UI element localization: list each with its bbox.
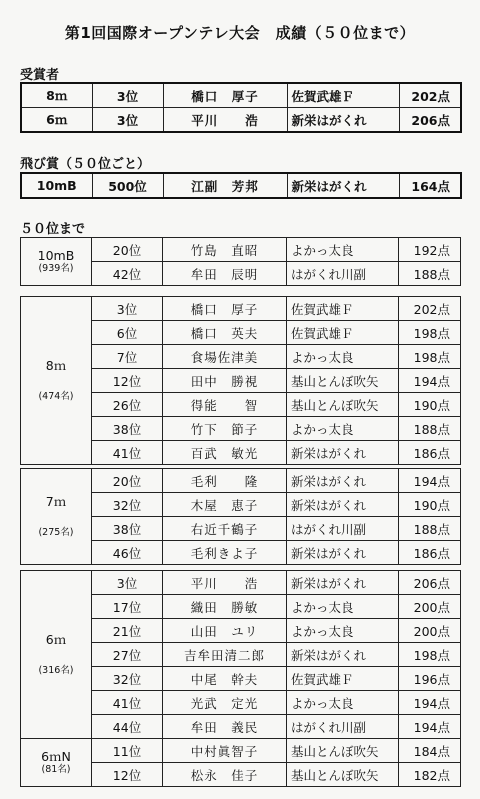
category-cell — [21, 469, 92, 565]
name-cell: 光武 定光 — [163, 691, 287, 715]
name-cell: 田中 勝視 — [163, 369, 287, 393]
tobi-heading: 飛び賞（５０位ごと） — [20, 157, 151, 172]
name-cell: 百武 敏光 — [163, 441, 287, 465]
category-label: 8ｍ — [45, 357, 67, 373]
name-cell: 織田 勝敏 — [163, 595, 287, 619]
category-cell: 6ｍ — [21, 108, 92, 133]
rank-cell: 3位 — [92, 297, 163, 321]
rank-cell: 41位 — [92, 691, 163, 715]
team-cell: はがくれ川副 — [287, 715, 399, 739]
table-row — [21, 297, 461, 321]
team-cell: よかっ太良 — [287, 345, 399, 369]
score-cell: 192点 — [399, 238, 461, 262]
table-row — [21, 238, 461, 262]
team-cell: よかっ太良 — [287, 595, 399, 619]
table-row — [21, 83, 461, 108]
team-cell: 佐賀武雄Ｆ — [287, 297, 399, 321]
score-cell: 188点 — [399, 417, 461, 441]
table-row — [21, 571, 461, 595]
team-cell: 基山とんぼ吹矢 — [287, 739, 399, 763]
name-cell: 吉牟田清二郎 — [163, 643, 287, 667]
score-cell: 202点 — [399, 83, 461, 108]
score-cell: 184点 — [399, 739, 461, 763]
rank-cell: 7位 — [92, 345, 163, 369]
team-cell: はがくれ川副 — [287, 517, 399, 541]
name-cell: 牟田 義民 — [163, 715, 287, 739]
category-cell: 8ｍ — [21, 83, 92, 108]
participant-count: (81名) — [41, 764, 71, 776]
score-cell: 202点 — [399, 297, 461, 321]
rank-cell: 17位 — [92, 595, 163, 619]
team-cell: 基山とんぼ吹矢 — [287, 393, 399, 417]
score-cell: 188点 — [399, 517, 461, 541]
team-cell: よかっ太良 — [287, 691, 399, 715]
rank-cell: 12位 — [92, 369, 163, 393]
team-cell: 新栄はがくれ — [287, 493, 399, 517]
team-cell: よかっ太良 — [287, 238, 399, 262]
team-cell: はがくれ川副 — [287, 262, 399, 286]
group-table — [20, 468, 461, 565]
category-cell — [21, 238, 92, 286]
score-cell: 194点 — [399, 369, 461, 393]
score-cell: 194点 — [399, 715, 461, 739]
rank-cell: 12位 — [92, 763, 163, 787]
participant-count: (275名) — [38, 527, 74, 539]
score-cell: 194点 — [399, 469, 461, 493]
name-cell: 竹下 節子 — [163, 417, 287, 441]
category-cell — [21, 297, 92, 465]
category-cell — [21, 571, 92, 739]
name-cell: 平川 浩 — [163, 571, 287, 595]
rank-cell: 3位 — [92, 83, 163, 108]
name-cell: 竹島 直昭 — [163, 238, 287, 262]
group-table — [20, 237, 461, 286]
score-cell: 190点 — [399, 393, 461, 417]
participant-count: (316名) — [38, 665, 74, 677]
score-cell: 186点 — [399, 441, 461, 465]
score-cell: 164点 — [399, 173, 461, 198]
awards-heading: 受賞者 — [20, 68, 60, 83]
name-cell: 平川 浩 — [163, 108, 287, 133]
name-cell: 松永 佳子 — [163, 763, 287, 787]
table-row — [21, 469, 461, 493]
team-cell: よかっ太良 — [287, 619, 399, 643]
name-cell: 橋口 厚子 — [163, 83, 287, 108]
team-cell: 佐賀武雄Ｆ — [287, 321, 399, 345]
rank-cell: 42位 — [92, 262, 163, 286]
team-cell: よかっ太良 — [287, 417, 399, 441]
name-cell: 右近千鶴子 — [163, 517, 287, 541]
group-table — [20, 296, 461, 465]
name-cell: 山田 ユリ — [163, 619, 287, 643]
rank-cell: 6位 — [92, 321, 163, 345]
category-label: 7ｍ — [45, 493, 67, 509]
score-cell: 198点 — [399, 345, 461, 369]
team-cell: 新栄はがくれ — [287, 643, 399, 667]
top50-heading: ５０位まで — [20, 222, 86, 237]
rank-cell: 500位 — [92, 173, 163, 198]
score-cell: 186点 — [399, 541, 461, 565]
name-cell: 江副 芳邦 — [163, 173, 287, 198]
rank-cell: 32位 — [92, 493, 163, 517]
table-row — [21, 173, 461, 198]
page-title: 第1回国際オープンテレ大会 成績（５０位まで） — [64, 24, 416, 42]
score-cell: 206点 — [399, 571, 461, 595]
score-cell: 194点 — [399, 691, 461, 715]
rank-cell: 38位 — [92, 417, 163, 441]
team-cell: 新栄はがくれ — [287, 571, 399, 595]
rank-cell: 46位 — [92, 541, 163, 565]
team-cell: 新栄はがくれ — [287, 469, 399, 493]
name-cell: 木屋 恵子 — [163, 493, 287, 517]
rank-cell: 38位 — [92, 517, 163, 541]
score-cell: 200点 — [399, 619, 461, 643]
name-cell: 橋口 厚子 — [163, 297, 287, 321]
rank-cell: 26位 — [92, 393, 163, 417]
team-cell: 佐賀武雄Ｆ — [287, 667, 399, 691]
rank-cell: 3位 — [92, 108, 163, 133]
team-cell: 新栄はがくれ — [287, 541, 399, 565]
participant-count: (939名) — [38, 263, 74, 275]
team-cell: 新栄はがくれ — [287, 441, 399, 465]
team-cell: 基山とんぼ吹矢 — [287, 763, 399, 787]
name-cell: 中村眞智子 — [163, 739, 287, 763]
name-cell: 得能 智 — [163, 393, 287, 417]
rank-cell: 11位 — [92, 739, 163, 763]
name-cell: 橋口 英夫 — [163, 321, 287, 345]
score-cell: 200点 — [399, 595, 461, 619]
score-cell: 206点 — [399, 108, 461, 133]
score-cell: 182点 — [399, 763, 461, 787]
group-table — [20, 738, 461, 787]
rank-cell: 44位 — [92, 715, 163, 739]
tobi-table — [20, 172, 462, 199]
team-cell: 基山とんぼ吹矢 — [287, 369, 399, 393]
name-cell: 牟田 辰明 — [163, 262, 287, 286]
score-cell: 188点 — [399, 262, 461, 286]
team-cell: 新栄はがくれ — [287, 173, 399, 198]
name-cell: 毛利 隆 — [163, 469, 287, 493]
rank-cell: 21位 — [92, 619, 163, 643]
rank-cell: 32位 — [92, 667, 163, 691]
score-cell: 196点 — [399, 667, 461, 691]
rank-cell: 3位 — [92, 571, 163, 595]
team-cell: 新栄はがくれ — [287, 108, 399, 133]
category-label: 6ｍN — [41, 748, 71, 764]
rank-cell: 20位 — [92, 238, 163, 262]
group-table — [20, 570, 461, 739]
table-row — [21, 739, 461, 763]
score-cell: 198点 — [399, 643, 461, 667]
table-row — [21, 108, 461, 133]
rank-cell: 20位 — [92, 469, 163, 493]
team-cell: 佐賀武雄Ｆ — [287, 83, 399, 108]
name-cell: 中尾 幹夫 — [163, 667, 287, 691]
score-cell: 198点 — [399, 321, 461, 345]
rank-cell: 27位 — [92, 643, 163, 667]
awards-table — [20, 82, 462, 133]
category-cell: 10mB — [21, 173, 92, 198]
category-label: 10mB — [37, 247, 75, 263]
rank-cell: 41位 — [92, 441, 163, 465]
name-cell: 毛利きよ子 — [163, 541, 287, 565]
category-cell — [21, 739, 92, 787]
category-label: 6ｍ — [45, 631, 67, 647]
participant-count: (474名) — [38, 391, 74, 403]
name-cell: 食場佐津美 — [163, 345, 287, 369]
score-cell: 190点 — [399, 493, 461, 517]
